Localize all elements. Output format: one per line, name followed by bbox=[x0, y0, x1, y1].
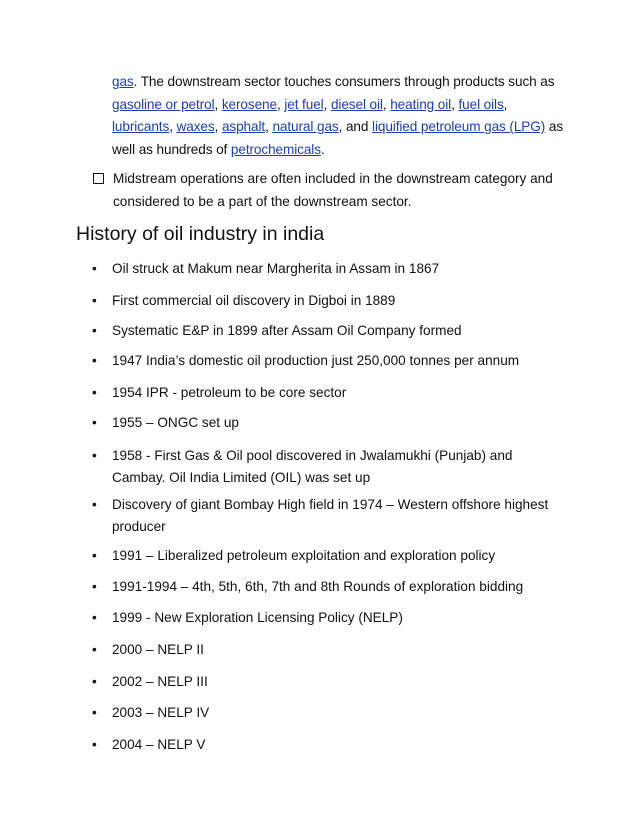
bullet-icon: • bbox=[92, 642, 97, 657]
midstream-text: Midstream operations are often included in the downstream category and considered to be a part of the downstream sector. bbox=[113, 171, 553, 209]
bullet-icon: • bbox=[92, 385, 97, 400]
list-item-text: 1955 – ONGC set up bbox=[112, 415, 239, 430]
comma: , bbox=[451, 96, 459, 112]
list-item-text: 1999 - New Exploration Licensing Policy (NELP) bbox=[112, 610, 403, 625]
comma: , bbox=[214, 96, 222, 112]
bullet-icon: • bbox=[92, 674, 97, 689]
bullet-icon: • bbox=[92, 353, 97, 368]
bullet-icon: • bbox=[92, 579, 97, 594]
comma: , bbox=[169, 119, 177, 134]
list-item bbox=[92, 350, 562, 372]
link-gas[interactable]: gas bbox=[112, 74, 134, 89]
bullet-icon: • bbox=[92, 548, 97, 563]
list-item bbox=[92, 412, 562, 434]
bullet-icon: • bbox=[92, 323, 97, 338]
link-asphalt[interactable]: asphalt bbox=[221, 119, 266, 134]
list-item bbox=[92, 607, 562, 629]
bullet-icon: • bbox=[92, 497, 97, 512]
list-item bbox=[92, 320, 562, 342]
list-item-text: 1954 IPR - petroleum to be core sector bbox=[112, 385, 347, 400]
link-lpg[interactable]: liquified petroleum gas (LPG) bbox=[372, 119, 546, 134]
link-waxes[interactable]: waxes bbox=[176, 119, 215, 134]
midstream-item bbox=[93, 168, 563, 213]
downstream-paragraph bbox=[112, 71, 572, 161]
link-gasoline[interactable]: gasoline or petrol bbox=[112, 96, 215, 112]
section-heading: History of oil industry in india bbox=[76, 223, 325, 245]
list-item bbox=[92, 734, 562, 756]
comma: , bbox=[276, 96, 285, 112]
bullet-icon: • bbox=[92, 737, 97, 752]
list-item-text: 2000 – NELP II bbox=[112, 642, 204, 657]
link-natural-gas[interactable]: natural gas bbox=[272, 119, 339, 134]
list-item-text: 1947 India’s domestic oil production just 250,000 tonnes per annum bbox=[112, 353, 520, 368]
link-kerosene[interactable]: kerosene bbox=[221, 96, 277, 112]
list-item bbox=[92, 702, 562, 724]
list-item-text: 2004 – NELP V bbox=[112, 737, 206, 752]
link-heating-oil[interactable]: heating oil bbox=[390, 96, 452, 112]
list-item-text: 2002 – NELP III bbox=[112, 674, 208, 689]
para-text-well-as: well as hundreds of bbox=[112, 141, 231, 157]
list-item-text: Systematic E&P in 1899 after Assam Oil Company formed bbox=[112, 323, 462, 338]
link-jet-fuel[interactable]: jet fuel bbox=[284, 96, 324, 112]
list-item bbox=[92, 639, 562, 661]
link-diesel-oil[interactable]: diesel oil bbox=[330, 96, 383, 112]
list-item bbox=[92, 258, 562, 280]
bullet-icon: • bbox=[92, 705, 97, 720]
list-item bbox=[92, 545, 562, 567]
period: . bbox=[320, 141, 325, 157]
comma: , bbox=[323, 96, 331, 112]
list-item-text: 1991 – Liberalized petroleum exploitation and exploration policy bbox=[112, 548, 496, 563]
comma: , bbox=[503, 96, 508, 112]
link-petrochemicals[interactable]: petrochemicals bbox=[230, 141, 321, 157]
list-item bbox=[92, 382, 562, 404]
square-bullet-icon bbox=[93, 173, 104, 184]
list-item-text: 1991-1994 – 4th, 5th, 6th, 7th and 8th Rounds of exploration bidding bbox=[112, 579, 524, 594]
list-item bbox=[92, 445, 562, 489]
comma: , bbox=[382, 96, 391, 112]
list-item-text: 2003 – NELP IV bbox=[112, 705, 210, 720]
comma: , bbox=[265, 119, 273, 134]
bullet-icon: • bbox=[92, 610, 97, 625]
bullet-icon: • bbox=[92, 415, 97, 430]
list-item bbox=[92, 494, 562, 538]
list-item-text: Discovery of giant Bombay High field in 1974 – Western offshore highest producer bbox=[112, 497, 549, 534]
comma-and: , and bbox=[338, 119, 373, 134]
list-item-text: Oil struck at Makum near Margherita in Assam in 1867 bbox=[112, 261, 440, 276]
link-fuel-oils[interactable]: fuel oils bbox=[458, 96, 504, 112]
list-item bbox=[92, 576, 562, 598]
list-item-text: First commercial oil discovery in Digboi in 1889 bbox=[112, 293, 396, 308]
para-text-as: as bbox=[545, 119, 564, 134]
list-item bbox=[92, 290, 562, 312]
bullet-icon: • bbox=[92, 261, 97, 276]
bullet-icon: • bbox=[92, 448, 97, 463]
bullet-icon: • bbox=[92, 293, 97, 308]
link-lubricants[interactable]: lubricants bbox=[112, 119, 170, 134]
list-item bbox=[92, 671, 562, 693]
comma: , bbox=[214, 119, 222, 134]
para-text: . The downstream sector touches consumers through products such as bbox=[133, 74, 555, 89]
list-item-text: 1958 - First Gas & Oil pool discovered in Jwalamukhi (Punjab) and Cambay. Oil India Limited (OIL) was set up bbox=[112, 448, 513, 485]
